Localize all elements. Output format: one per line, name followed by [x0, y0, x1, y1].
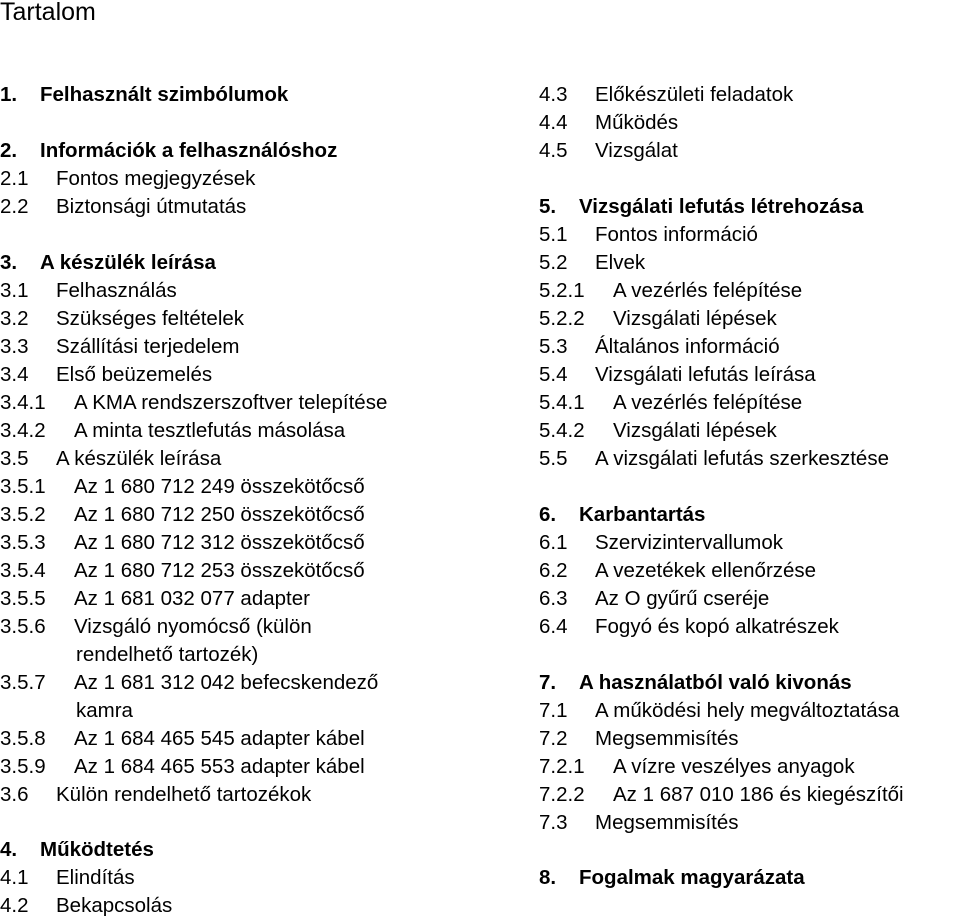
toc-entry-title: Külön rendelhető tartozékok	[56, 783, 312, 806]
toc-entry-title: Információk a felhasználóshoz	[40, 139, 338, 162]
toc-entry-title: Vizsgálat	[595, 139, 678, 162]
toc-entry-number: 5.1	[539, 223, 568, 246]
toc-entry	[539, 615, 839, 639]
toc-entry	[0, 727, 365, 751]
toc-entry-number: 3.5.4	[0, 559, 46, 582]
toc-entry-number: 3.	[0, 251, 18, 274]
toc-entry	[539, 251, 645, 275]
toc-entry-title: Fogalmak magyarázata	[579, 866, 805, 889]
toc-entry-title: Az 1 680 712 250 összekötőcső	[74, 503, 365, 526]
toc-entry-title: Az 1 684 465 545 adapter kábel	[74, 727, 365, 750]
toc-entry	[0, 447, 221, 471]
toc-entry-title: Vizsgálati lépések	[613, 307, 777, 330]
toc-entry-number: 3.5.7	[0, 671, 46, 694]
toc-entry-title: Vizsgáló nyomócső (külön	[74, 615, 312, 638]
toc-entry-title: Az 1 680 712 249 összekötőcső	[74, 475, 365, 498]
toc-entry	[539, 391, 802, 415]
toc-entry	[539, 363, 816, 387]
toc-entry	[0, 503, 365, 527]
toc-entry	[0, 894, 172, 918]
toc-section-heading	[0, 251, 216, 275]
toc-entry-title: A vízre veszélyes anyagok	[613, 755, 855, 778]
toc-entry-number: 6.4	[539, 615, 568, 638]
toc-entry-number: 4.2	[0, 894, 29, 917]
toc-entry	[539, 139, 678, 163]
toc-entry-number: 6.1	[539, 531, 568, 554]
toc-entry-title: Első beüzemelés	[56, 363, 213, 386]
toc-entry-number: 7.2.2	[539, 783, 585, 806]
toc-entry-title: Elvek	[595, 251, 646, 274]
toc-entry-number: 5.5	[539, 447, 568, 470]
toc-entry-title: Fontos információ	[595, 223, 758, 246]
toc-entry	[0, 531, 365, 555]
toc-entry-number: 3.3	[0, 335, 29, 358]
toc-section-heading	[539, 195, 863, 219]
toc-entry	[0, 475, 365, 499]
toc-entry-number: 7.1	[539, 699, 568, 722]
toc-section-heading	[0, 83, 288, 107]
toc-entry-title: A működési hely megváltoztatása	[595, 699, 900, 722]
toc-entry-number: 3.5.2	[0, 503, 46, 526]
toc-entry-title: kamra	[76, 699, 133, 722]
toc-entry	[539, 699, 899, 723]
toc-entry-number: 5.2	[539, 251, 568, 274]
toc-entry-title: Az 1 687 010 186 és kiegészítői	[613, 783, 904, 806]
toc-entry-title: Az O gyűrű cseréje	[595, 587, 770, 610]
toc-entry-number: 3.4	[0, 363, 29, 386]
toc-entry-title: Működtetés	[40, 838, 154, 861]
page-title: Tartalom	[0, 0, 96, 26]
toc-entry	[0, 363, 212, 387]
toc-entry-number: 3.5.6	[0, 615, 46, 638]
toc-entry-number: 5.	[539, 195, 557, 218]
toc-entry-title: Vizsgálati lefutás létrehozása	[579, 195, 864, 218]
toc-entry-number: 5.4.1	[539, 391, 585, 414]
toc-entry	[539, 279, 802, 303]
toc-entry-number: 3.5.1	[0, 475, 46, 498]
toc-entry-title: Elindítás	[56, 866, 135, 889]
toc-entry-title: Fontos megjegyzések	[56, 167, 256, 190]
toc-entry	[0, 699, 133, 723]
toc-entry-title: Az 1 684 465 553 adapter kábel	[74, 755, 365, 778]
toc-entry	[0, 615, 312, 639]
toc-entry-number: 3.5.3	[0, 531, 46, 554]
toc-entry	[539, 419, 777, 443]
toc-entry	[0, 643, 258, 667]
toc-entry-number: 6.2	[539, 559, 568, 582]
toc-entry	[539, 447, 889, 471]
toc-entry-title: Biztonsági útmutatás	[56, 195, 247, 218]
toc-entry-title: Karbantartás	[579, 503, 706, 526]
toc-entry-number: 6.	[539, 503, 557, 526]
toc-entry	[0, 307, 244, 331]
toc-entry	[0, 167, 255, 191]
toc-entry	[539, 587, 769, 611]
toc-entry-title: A készülék leírása	[56, 447, 222, 470]
toc-entry	[539, 811, 739, 835]
toc-section-heading	[0, 139, 337, 163]
toc-entry-title: Működés	[595, 111, 679, 134]
toc-entry-title: A készülék leírása	[40, 251, 216, 274]
toc-entry-title: Szükséges feltételek	[56, 307, 245, 330]
toc-entry-number: 7.	[539, 671, 557, 694]
toc-entry-number: 3.5	[0, 447, 29, 470]
toc-entry-title: A vezérlés felépítése	[613, 279, 803, 302]
toc-entry-title: Felhasználás	[56, 279, 177, 302]
toc-entry-title: Megsemmisítés	[595, 727, 739, 750]
toc-entry	[0, 587, 310, 611]
toc-entry-number: 4.4	[539, 111, 568, 134]
toc-entry	[0, 279, 177, 303]
toc-entry-title: Az 1 681 032 077 adapter	[74, 587, 310, 610]
toc-entry-number: 5.4	[539, 363, 568, 386]
toc-section-heading	[539, 503, 705, 527]
toc-entry-number: 3.5.5	[0, 587, 46, 610]
toc-entry-number: 3.2	[0, 307, 29, 330]
toc-entry-number: 3.5.9	[0, 755, 46, 778]
toc-entry	[0, 391, 387, 415]
toc-entry-number: 4.5	[539, 139, 568, 162]
toc-entry-title: A vizsgálati lefutás szerkesztése	[595, 447, 889, 470]
toc-entry-number: 4.3	[539, 83, 568, 106]
toc-entry	[0, 335, 239, 359]
toc-section-heading	[0, 838, 154, 862]
toc-entry-number: 5.4.2	[539, 419, 585, 442]
toc-entry-number: 3.6	[0, 783, 29, 806]
toc-entry-title: A minta tesztlefutás másolása	[74, 419, 346, 442]
toc-entry-number: 3.4.2	[0, 419, 46, 442]
toc-entry-number: 1.	[0, 83, 18, 106]
toc-entry	[0, 783, 311, 807]
toc-entry-title: Vizsgálati lépések	[613, 419, 777, 442]
toc-entry-number: 5.3	[539, 335, 568, 358]
toc-entry	[0, 559, 365, 583]
toc-entry-number: 4.1	[0, 866, 29, 889]
toc-entry-title: Szervizintervallumok	[595, 531, 783, 554]
toc-entry	[539, 755, 855, 779]
toc-entry-number: 2.1	[0, 167, 29, 190]
toc-entry-title: Szállítási terjedelem	[56, 335, 240, 358]
toc-entry-title: A KMA rendszerszoftver telepítése	[74, 391, 388, 414]
toc-entry-number: 2.	[0, 139, 18, 162]
toc-entry-title: rendelhető tartozék)	[76, 643, 259, 666]
toc-entry-title: A vezetékek ellenőrzése	[595, 559, 817, 582]
toc-entry	[539, 223, 758, 247]
toc-entry	[539, 83, 793, 107]
toc-entry	[0, 866, 135, 890]
toc-entry-title: Megsemmisítés	[595, 811, 739, 834]
toc-entry-title: Felhasznált szimbólumok	[40, 83, 289, 106]
toc-entry-number: 7.2	[539, 727, 568, 750]
toc-entry-title: Az 1 681 312 042 befecskendező	[74, 671, 379, 694]
toc-entry-title: A vezérlés felépítése	[613, 391, 803, 414]
toc-entry	[0, 755, 365, 779]
toc-section-heading	[539, 671, 852, 695]
toc-entry-number: 4.	[0, 838, 18, 861]
toc-entry	[539, 307, 777, 331]
toc-entry-title: Az 1 680 712 312 összekötőcső	[74, 531, 365, 554]
toc-entry-number: 3.4.1	[0, 391, 46, 414]
toc-entry-title: Az 1 680 712 253 összekötőcső	[74, 559, 365, 582]
toc-entry	[539, 111, 678, 135]
toc-entry-number: 7.3	[539, 811, 568, 834]
toc-entry-title: Fogyó és kopó alkatrészek	[595, 615, 839, 638]
toc-entry	[0, 195, 246, 219]
toc-entry	[539, 559, 816, 583]
toc-entry-title: Általános információ	[595, 335, 780, 358]
toc-entry	[539, 531, 783, 555]
toc-entry-number: 3.5.8	[0, 727, 46, 750]
toc-entry-title: Vizsgálati lefutás leírása	[595, 363, 816, 386]
toc-entry-number: 7.2.1	[539, 755, 585, 778]
toc-entry-number: 3.1	[0, 279, 29, 302]
toc-entry	[539, 783, 904, 807]
toc-entry-number: 8.	[539, 866, 557, 889]
toc-entry-number: 2.2	[0, 195, 29, 218]
toc-entry	[0, 671, 378, 695]
toc-entry-title: A használatból való kivonás	[579, 671, 852, 694]
toc-entry	[539, 335, 780, 359]
toc-entry-number: 5.2.1	[539, 279, 585, 302]
toc-entry	[539, 727, 739, 751]
toc-entry-number: 5.2.2	[539, 307, 585, 330]
toc-entry	[0, 419, 345, 443]
toc-entry-number: 6.3	[539, 587, 568, 610]
toc-entry-title: Bekapcsolás	[56, 894, 173, 917]
toc-section-heading	[539, 866, 805, 890]
toc-entry-title: Előkészületi feladatok	[595, 83, 794, 106]
